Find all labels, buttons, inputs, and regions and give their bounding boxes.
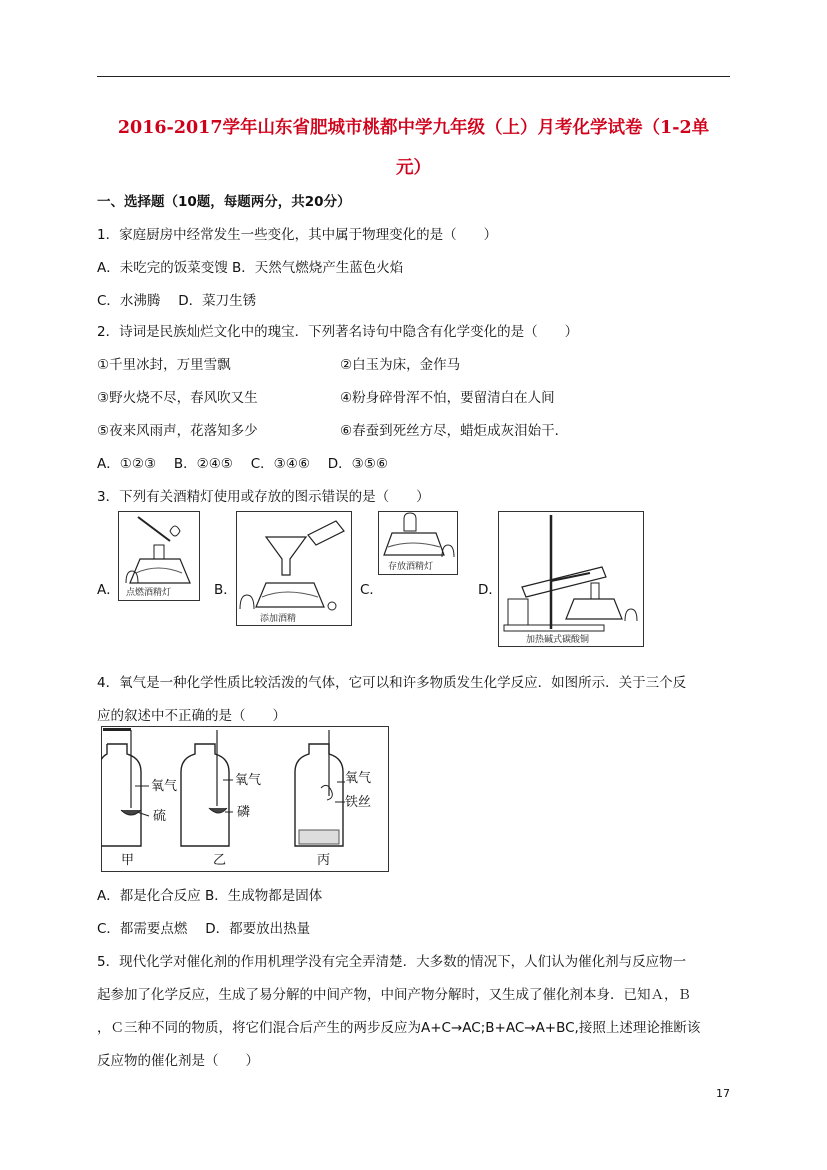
q3-figure-a [118, 511, 200, 601]
q4-stem-line2: 应的叙述中不正确的是（ ） [97, 708, 286, 724]
q4-jars-figure [101, 726, 389, 872]
q5-line4: 反应物的催化剂是（ ） [97, 1053, 259, 1069]
q4-jar-3-gas: 氧气 [345, 771, 372, 786]
q4-jar-3-substance: 铁丝 [345, 795, 372, 810]
q2-stem: 2．诗词是民族灿烂文化中的瑰宝．下列著名诗句中隐含有化学变化的是（ ） [97, 324, 579, 340]
exam-title-line1: 2016-2017学年山东省肥城市桃都中学九年级（上）月考化学试卷（1-2单 [117, 118, 710, 138]
header-rule [97, 76, 730, 77]
q4-jar-3-name: 丙 [317, 853, 331, 868]
q4-jar-1-gas: 氧气 [151, 779, 178, 794]
q1-stem: 1．家庭厨房中经常发生一些变化，其中属于物理变化的是（ ） [97, 227, 498, 243]
q4-jar-3 [295, 730, 371, 868]
q3-stem: 3．下列有关酒精灯使用或存放的图示错误的是（ ） [97, 489, 430, 505]
q4-jar-1-substance: 硫 [153, 809, 167, 824]
q4-stem-line1: 4．氧气是一种化学性质比较活泼的气体，它可以和许多物质发生化学反应．如图所示．关于三个反 [97, 675, 687, 691]
q2-options: A．①②③ B．②④⑤ C．③④⑥ D．③⑤⑥ [97, 456, 388, 472]
q4-jar-2-substance: 磷 [237, 805, 251, 820]
q3-caption-d: 加热碱式碳酸铜 [526, 635, 590, 645]
q1-options-row1: A．未吃完的饭菜变馊 B．天然气燃烧产生蓝色火焰 [97, 260, 404, 276]
q4-jar-2-name: 乙 [213, 853, 227, 868]
q4-options-row1: A．都是化合反应 B．生成物都是固体 [97, 888, 323, 904]
q3-label-c: C． [360, 582, 383, 598]
q2-poem-5: ⑤夜来风雨声，花落知多少 [97, 423, 258, 439]
q4-jar-2-gas: 氧气 [235, 773, 262, 788]
q2-poem-1: ①千里冰封，万里雪飘 [97, 357, 231, 373]
q3-label-b: B． [214, 582, 237, 598]
q4-jar-2 [181, 730, 261, 868]
q3-label-a: A． [97, 582, 120, 598]
exam-title-line2: 元） [396, 158, 431, 178]
q5-line2: 起参加了化学反应，生成了易分解的中间产物，中间产物分解时，又生成了催化剂本身．已知Ａ，Ｂ [97, 987, 691, 1003]
q3-caption-b: 添加酒精 [260, 614, 297, 624]
q4-options-row2: C．都需要点燃 D．都要放出热量 [97, 921, 311, 937]
page-number: 17 [716, 1087, 730, 1100]
q5-line3: ，Ｃ三种不同的物质，将它们混合后产生的两步反应为A+C→AC;B+AC→A+BC,接照上述理论推断该 [97, 1020, 701, 1036]
q2-poem-6: ⑥春蚕到死丝方尽，蜡炬成灰泪始干． [340, 423, 569, 439]
q3-label-d: D． [478, 582, 502, 598]
q3-caption-c: 存放酒精灯 [388, 562, 434, 572]
q4-jar-1 [101, 728, 177, 868]
exam-title [97, 108, 730, 188]
section-heading: 一、选择题（10题，每题两分，共20分） [97, 194, 351, 210]
q2-poem-4: ④粉身碎骨浑不怕，要留清白在人间 [340, 390, 555, 406]
q3-figure-c [378, 511, 458, 575]
q2-poem-2: ②白玉为床，金作马 [340, 357, 461, 373]
q3-figure-b [236, 511, 352, 626]
q4-jar-1-name: 甲 [121, 853, 135, 868]
q1-options-row2: C．水沸腾 D．菜刀生锈 [97, 293, 257, 309]
q3-caption-a: 点燃酒精灯 [126, 588, 172, 598]
q2-poem-3: ③野火烧不尽，春风吹又生 [97, 390, 258, 406]
q3-figure-d [498, 511, 644, 647]
q5-line1: 5．现代化学对催化剂的作用机理学没有完全弄清楚．大多数的情况下，人们认为催化剂与反应物一 [97, 954, 687, 970]
